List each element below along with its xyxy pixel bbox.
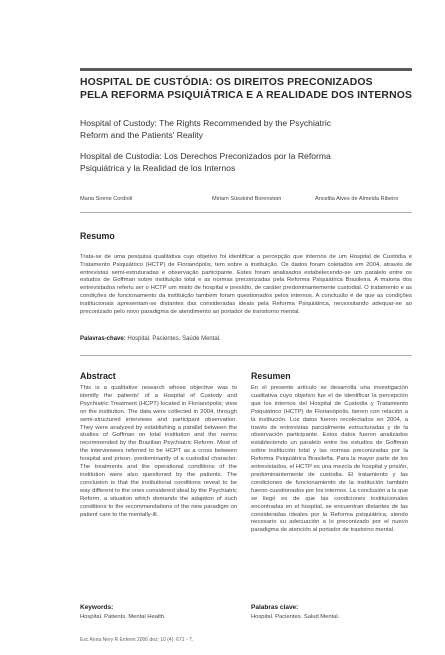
subtitle-english (80, 117, 420, 141)
title-line-1: HOSPITAL DE CUSTÓDIA: OS DIREITOS PRECONIZADOS (80, 77, 373, 88)
subtitle-spanish (80, 150, 420, 174)
author-2: Miriam Süsskind Borenstein (212, 196, 282, 202)
subtitle-es-line-1: Hospital de Custodia: Los Derechos Preconizados por la Reforma (80, 151, 331, 161)
subtitle-en-line-2: Reform and the Patients' Reality (80, 130, 203, 140)
abstract-keywords-value: Hospital. Patients. Mental Health. (80, 614, 166, 620)
resumo-text: Trata-se de uma pesquisa qualitativa cujo objetivo foi identificar a percepção que internos de um Hospital de Custódia e Tratamento Psiquiátrico (HCTP) de Florianópolis, tem sobre a instituição. Os dados foram coletados em 2004, através de entrevistas semi-estruturadas e observação participante. Estes foram analisados estabelecendo-se um paralelo entre os estudos de Goffman sobre instituição total e as normas preconizadas pela Reforma Psiquiátrica Brasileira. A maioria dos entrevistados referiu ser o HCTP um misto de hospital e presídio, de caráter predominantemente custodial. O tratamento e as condições de funcionamento da instituição também foram questionados pelos internos. A conclusão é de que as condições institucionais apresentam-se distantes das consideradas ideais pela Reforma Psiquiátrica, necessitando adequar-se ao preconizado pelo novo paradigma de atendimento ao portador de transtorno mental. (80, 254, 412, 315)
divider-middle (80, 355, 412, 356)
resumo-heading: Resumo (80, 231, 115, 241)
title-rule (80, 68, 412, 71)
resumo-keywords-value: Hospital. Pacientes. Saúde Mental. (127, 336, 221, 342)
journal-citation: Esc Anna Nery R Enferm 2006 dez; 10 (4): 671 - 7. (80, 637, 194, 643)
resumo-keywords (80, 336, 221, 342)
resumo-keywords-label: Palavras-chave: (80, 336, 126, 342)
abstract-keywords-label: Keywords: (80, 604, 114, 611)
subtitle-en-line-1: Hospital of Custody: The Rights Recommended by the Psychiatric (80, 118, 332, 128)
abstract-text: This is a qualitative research whose objective was to identify the patients' of a Hospital of Custody and Psychiatric Treatment (HCPT) located in Florianópolis; view on the institution. The data were collected in 2004, through semi-structured interviews and participant observation. They were analyzed by establishing a parallel between the studies of Goffman on total institution and the norms recommended by the Brazilian Psychiatric Reform. Most of the interviewees referred to be HCPT as a cross between hospital and prison, predominantly of a custodial character. The treatments and the operational conditions of the institution were also questioned by the patients. The conclusion is that the institutional conditions reveal to be way different to the ones considered ideal by the Psychiatric Reform, a situation which demands the adaption of such conditions to the recommendations of the new paradigm on patient care to the mentally-ill. (80, 385, 237, 518)
resumen-keywords-label: Palabras clave: (251, 604, 299, 611)
resumen-heading: Resumen (251, 371, 291, 381)
resumen-text: En el presente artículo se desarrolla una investigación cualitativa cuyo objetivo fue el de identificar la percepción que los internos del Hospital de Custodia y Tratamiento Psiquiátrico (HCTP) de Florianópolis, tienen con relación a la institución. Los datos fueron recolectados en 2004, a través de entrevistas parcialmente estructuradas y de la observación participante. Estos datos fueron analizados estableciendo un paralelo entre los estudios de Goffman sobre institución total y las normas preconizadas por la Reforma Psiquiátrica Brasileña. Para la mayor parte de los entrevistados, el HCTP es una mezcla de hospital y prisión, predominantemente de custodia. El tratamiento y las condiciones de funcionamiento de la institución también fueron cuestionados por los internos. La conclusión a la que se llegó es de que las condiciones institucionales encontradas en el hospital, se encuentran distantes de las consideradas ideales por la Reforma psiquiátrica, siendo necesario su adecuación a lo preconizado por el nuevo paradigma de atención al portador de trastorno mental. (251, 385, 408, 534)
divider-top (80, 212, 412, 213)
author-3: Ancelita Alves de Almeida Ribeiro (315, 196, 399, 202)
resumen-keywords-value: Hospital. Pacientes. Salud Mental. (251, 614, 340, 620)
abstract-heading: Abstract (80, 371, 116, 381)
article-title (80, 76, 420, 102)
title-line-2: PELA REFORMA PSIQUIÁTRICA E A REALIDADE DOS INTERNOS (80, 90, 413, 101)
subtitle-es-line-2: Psiquiátrica y la Realidad de los Internos (80, 163, 236, 173)
author-1: Maria Sirene Cordioli (80, 196, 133, 202)
